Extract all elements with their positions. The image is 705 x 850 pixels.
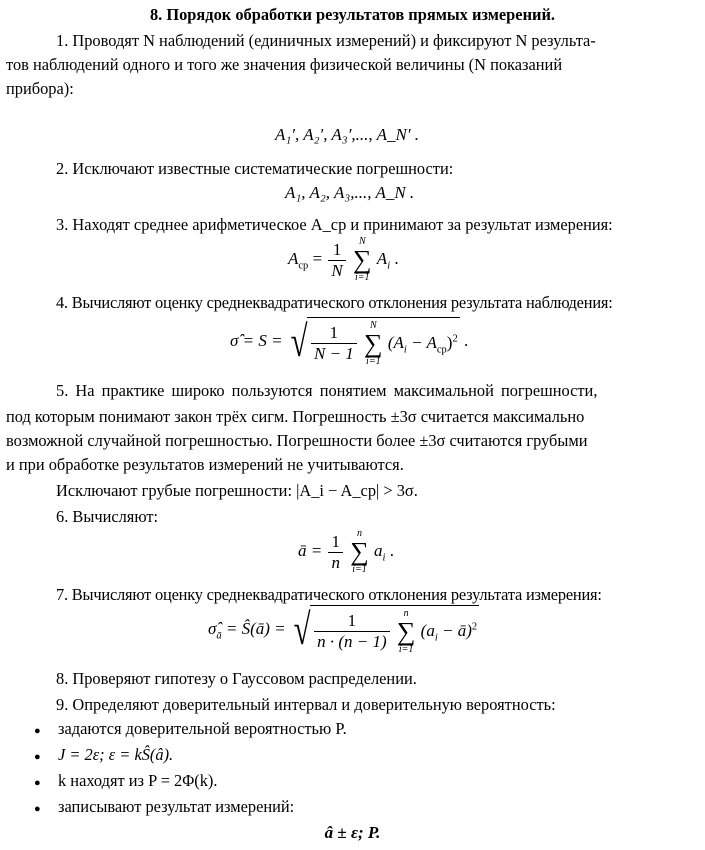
step4-text: 4. Вычисляют оценку среднеквадратического отклонения результата наблюдения: bbox=[56, 293, 613, 312]
step1-formula: A₁′, A₂′, A₃′,..., A_N′ . bbox=[275, 125, 420, 144]
bullet-item: записывают результат измерений: bbox=[58, 797, 295, 816]
step4-formula: σ̂ = S = √ $\frac{1}{N - 1}$ N ∑ i=1 $(A_i - A_{ср})^2$ . bbox=[230, 317, 469, 367]
step5-line4: и при обработке результатов измерений не учитываются. bbox=[6, 455, 404, 474]
fraction: $\frac{1}{N}$ bbox=[328, 240, 345, 281]
bullet-icon: ● bbox=[34, 803, 41, 815]
step9-text: 9. Определяют доверительный интервал и доверительную вероятность: bbox=[56, 695, 556, 714]
step1-line3: прибора): bbox=[6, 79, 74, 98]
step7-formula: $\sigmâ_ā$ = Ŝ(ā) = √ $\frac{1}{n \cdot (n - 1)}$ n ∑ i=1 ($a_i$ − ā)$^2$ bbox=[208, 605, 478, 655]
bullet-icon: ● bbox=[34, 777, 41, 789]
bullet-item: J = 2ε; ε = kŜ(â). bbox=[58, 745, 174, 764]
sum-symbol: N ∑ i=1 bbox=[353, 236, 372, 283]
section-title: 8. Порядок обработки результатов прямых измерений. bbox=[149, 5, 556, 24]
final-result: â ± ε; P. bbox=[324, 823, 381, 842]
step1-line2: тов наблюдений одного и того же значения физической величины (N показаний bbox=[6, 55, 563, 74]
bullet-icon: ● bbox=[34, 751, 41, 763]
step1-line1: 1. Проводят N наблюдений (единичных измерений) и фиксируют N результа- bbox=[56, 31, 596, 50]
step5-line3: возможной случайной погрешностью. Погрешности более ±3σ считаются грубыми bbox=[6, 431, 588, 450]
step6-formula: ā = $\frac{1}{n}$ n ∑ i=1 $a_i$ . bbox=[298, 528, 394, 575]
step3-text: 3. Находят среднее арифметическое A_ср и принимают за результат измерения: bbox=[56, 215, 613, 234]
bullet-icon: ● bbox=[34, 725, 41, 737]
step5-line1: 5. На практике широко пользуются понятием максимальной погрешности, bbox=[56, 381, 598, 400]
step2-text: 2. Исключают известные систематические погрешности: bbox=[56, 159, 454, 178]
step5-exclude: Исключают грубые погрешности: |A_i − A_ср| > 3σ. bbox=[56, 481, 418, 500]
bullet-item: задаются доверительной вероятностью P. bbox=[58, 719, 347, 738]
step3-formula: $A_{ср}$ = $\frac{1}{N}$ N ∑ i=1 $A_i$ . bbox=[288, 236, 399, 283]
step7-text: 7. Вычисляют оценку среднеквадратического отклонения результата измерения: bbox=[56, 585, 602, 604]
sqrt-symbol: √ $\frac{1}{N - 1}$ N ∑ i=1 $(A_i - A_{ср})^2$ bbox=[290, 317, 458, 367]
step5-line2: под которым понимают закон трёх сигм. Погрешность ±3σ считается максимально bbox=[6, 407, 585, 426]
bullet-item: k находят из P = 2Φ(k). bbox=[58, 771, 218, 790]
step6-text: 6. Вычисляют: bbox=[56, 507, 159, 526]
step8-text: 8. Проверяют гипотезу о Гауссовом распределении. bbox=[56, 669, 417, 688]
step2-formula: A₁, A₂, A₃,..., A_N . bbox=[285, 183, 415, 202]
